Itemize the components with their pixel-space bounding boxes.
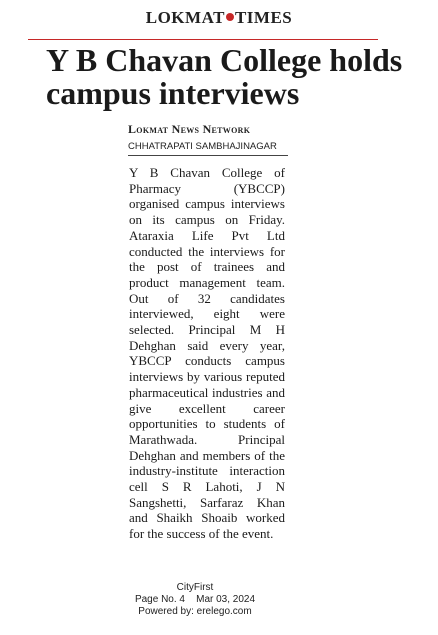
byline-location: CHHATRAPATI SAMBHAJINAGAR xyxy=(128,140,288,156)
logo-dot-icon xyxy=(226,13,234,21)
masthead-times: TIMES xyxy=(234,8,293,27)
masthead-lokmat: LOKMAT xyxy=(145,8,225,27)
footer-page-date xyxy=(120,594,270,606)
header-rule xyxy=(28,39,378,40)
footer-page: Page No. 4 xyxy=(134,594,185,605)
page-footer xyxy=(120,582,270,618)
masthead-logo xyxy=(0,8,438,28)
article-headline: Y B Chavan College holds campus interviews xyxy=(46,42,403,111)
footer-powered: Powered by: erelego.com xyxy=(138,606,252,617)
byline xyxy=(128,122,288,156)
byline-network: Lokmat News Network xyxy=(128,122,251,136)
footer-date: Mar 03, 2024 xyxy=(196,594,256,605)
article-body: Y B Chavan College of Pharmacy (YBCCP) organised campus interviews on its campus on Friday. Ataraxia Life Pvt Ltd conducted the interviews for the post of trainees and product management team. Out of 32 candidates interviewed, eight were selected. Principal M H Dehghan said every year, YBCCP conducts campus interviews by various reputed pharmaceutical industries and give excellent career opportunities to students of Marathwada. Principal Dehghan and members of the industry-institute interaction cell S R Lahoti, J N Sangshetti, Sarfaraz Khan and Shaikh Shoaib worked for the success of the event. xyxy=(129,165,285,542)
footer-edition: CityFirst xyxy=(176,582,214,593)
